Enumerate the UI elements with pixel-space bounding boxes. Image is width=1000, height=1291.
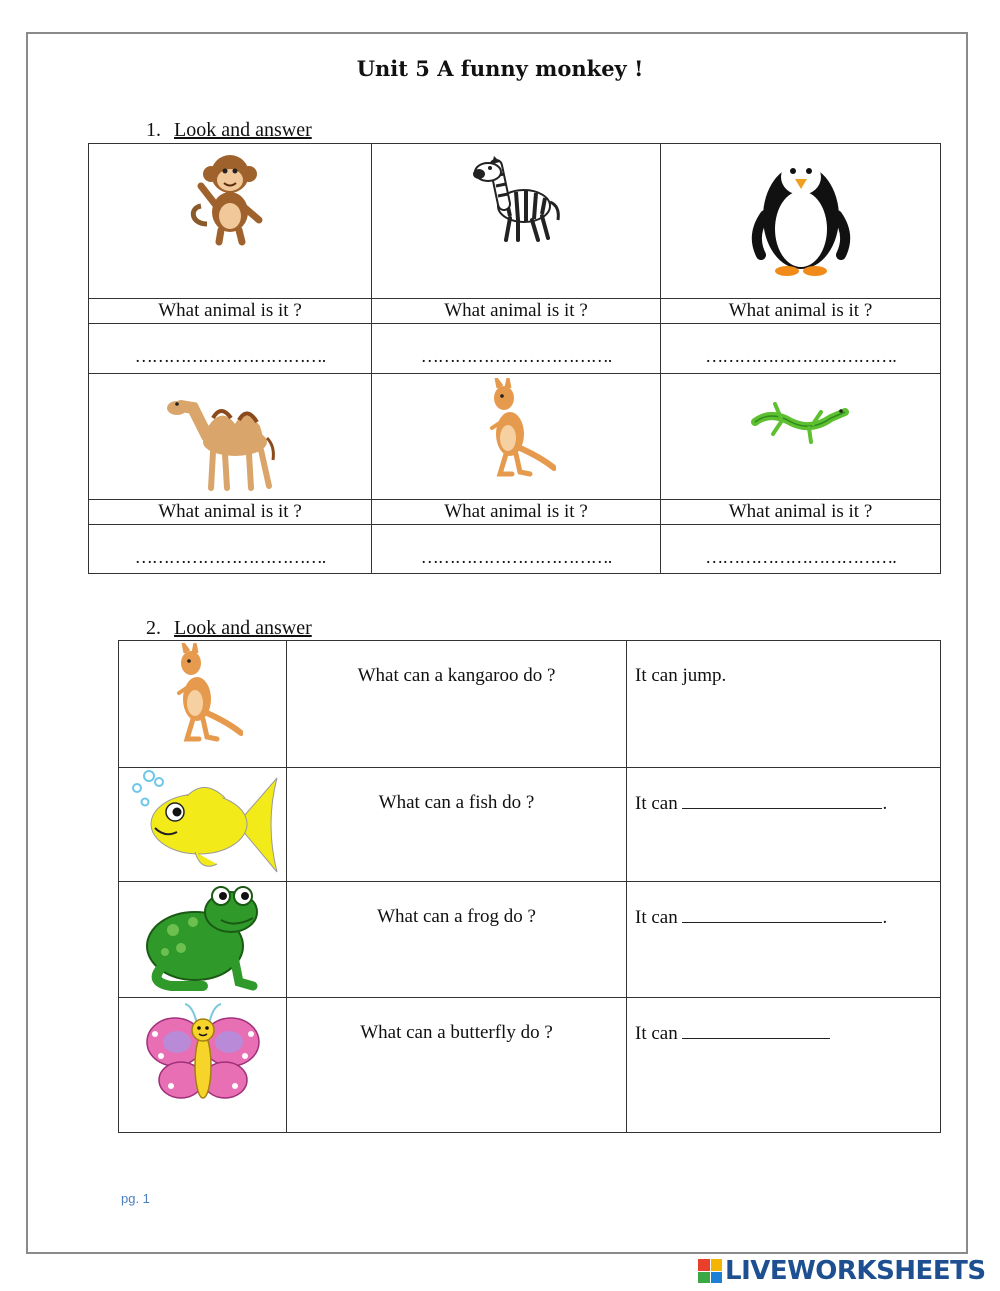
kangaroo-icon [476,378,556,478]
grid-cell-kangaroo [372,374,661,500]
animals-table [88,143,941,574]
ability-question: What can a butterfly do ? [287,998,627,1133]
question-cell: What animal is it ? [372,500,661,525]
butterfly-icon [143,1000,263,1112]
answer-prefix: It can [635,1023,678,1044]
frog-icon [143,882,263,994]
answer-prefix: It can [635,793,678,814]
ability-image-cell [119,768,287,882]
question-cell: What animal is it ? [89,299,372,324]
page-number: pg. 1 [121,1191,150,1206]
answer-field[interactable]: ……………………………. [372,324,661,374]
section-2-title: Look and answer [174,617,312,639]
section-1-heading [146,119,312,142]
answer-field[interactable]: ……………………………. [372,525,661,574]
question-cell: What animal is it ? [89,500,372,525]
camel-icon [165,384,295,494]
answer-blank[interactable] [682,906,882,923]
answer-blank[interactable] [682,1022,830,1039]
ability-answer [627,768,941,882]
ability-image-cell [119,998,287,1133]
answer-prefix: It can [635,907,678,928]
ability-row [119,882,941,998]
brand-logo[interactable] [698,1256,986,1286]
monkey-icon [185,146,275,246]
grid-cell-camel [89,374,372,500]
ability-answer: It can jump. [627,641,941,768]
section-2-heading [146,617,312,640]
answer-end: . [882,907,888,928]
brand-name: LIVEWORKSHEETS [725,1256,986,1286]
ability-image-cell [119,882,287,998]
kangaroo-icon [163,643,243,743]
grid-cell-lizard [661,374,941,500]
ability-row [119,641,941,768]
section-1-title: Look and answer [174,119,312,141]
zebra-icon [466,146,566,246]
grid-cell-zebra [372,144,661,299]
answer-end: . [882,793,888,814]
fish-icon [125,768,281,880]
question-cell: What animal is it ? [372,299,661,324]
section-2-number: 2. [146,617,161,639]
answer-field[interactable]: ……………………………. [661,525,941,574]
question-cell: What animal is it ? [661,500,941,525]
answer-field[interactable]: ……………………………. [661,324,941,374]
ability-question: What can a frog do ? [287,882,627,998]
ability-image-cell [119,641,287,768]
abilities-table [118,640,941,1133]
answer-field[interactable]: ……………………………. [89,324,372,374]
answer-blank[interactable] [682,792,882,809]
lizard-icon [751,392,851,452]
grid-cell-penguin [661,144,941,299]
liveworksheets-logo-icon [698,1259,722,1283]
ability-question: What can a kangaroo do ? [287,641,627,768]
penguin-icon [751,145,851,279]
ability-question: What can a fish do ? [287,768,627,882]
ability-row [119,768,941,882]
worksheet-title: Unit 5 A funny monkey ! [356,56,644,81]
section-1-number: 1. [146,119,161,141]
question-cell: What animal is it ? [661,299,941,324]
answer-field[interactable]: ……………………………. [89,525,372,574]
ability-answer [627,998,941,1133]
grid-cell-monkey [89,144,372,299]
ability-row [119,998,941,1133]
ability-answer [627,882,941,998]
